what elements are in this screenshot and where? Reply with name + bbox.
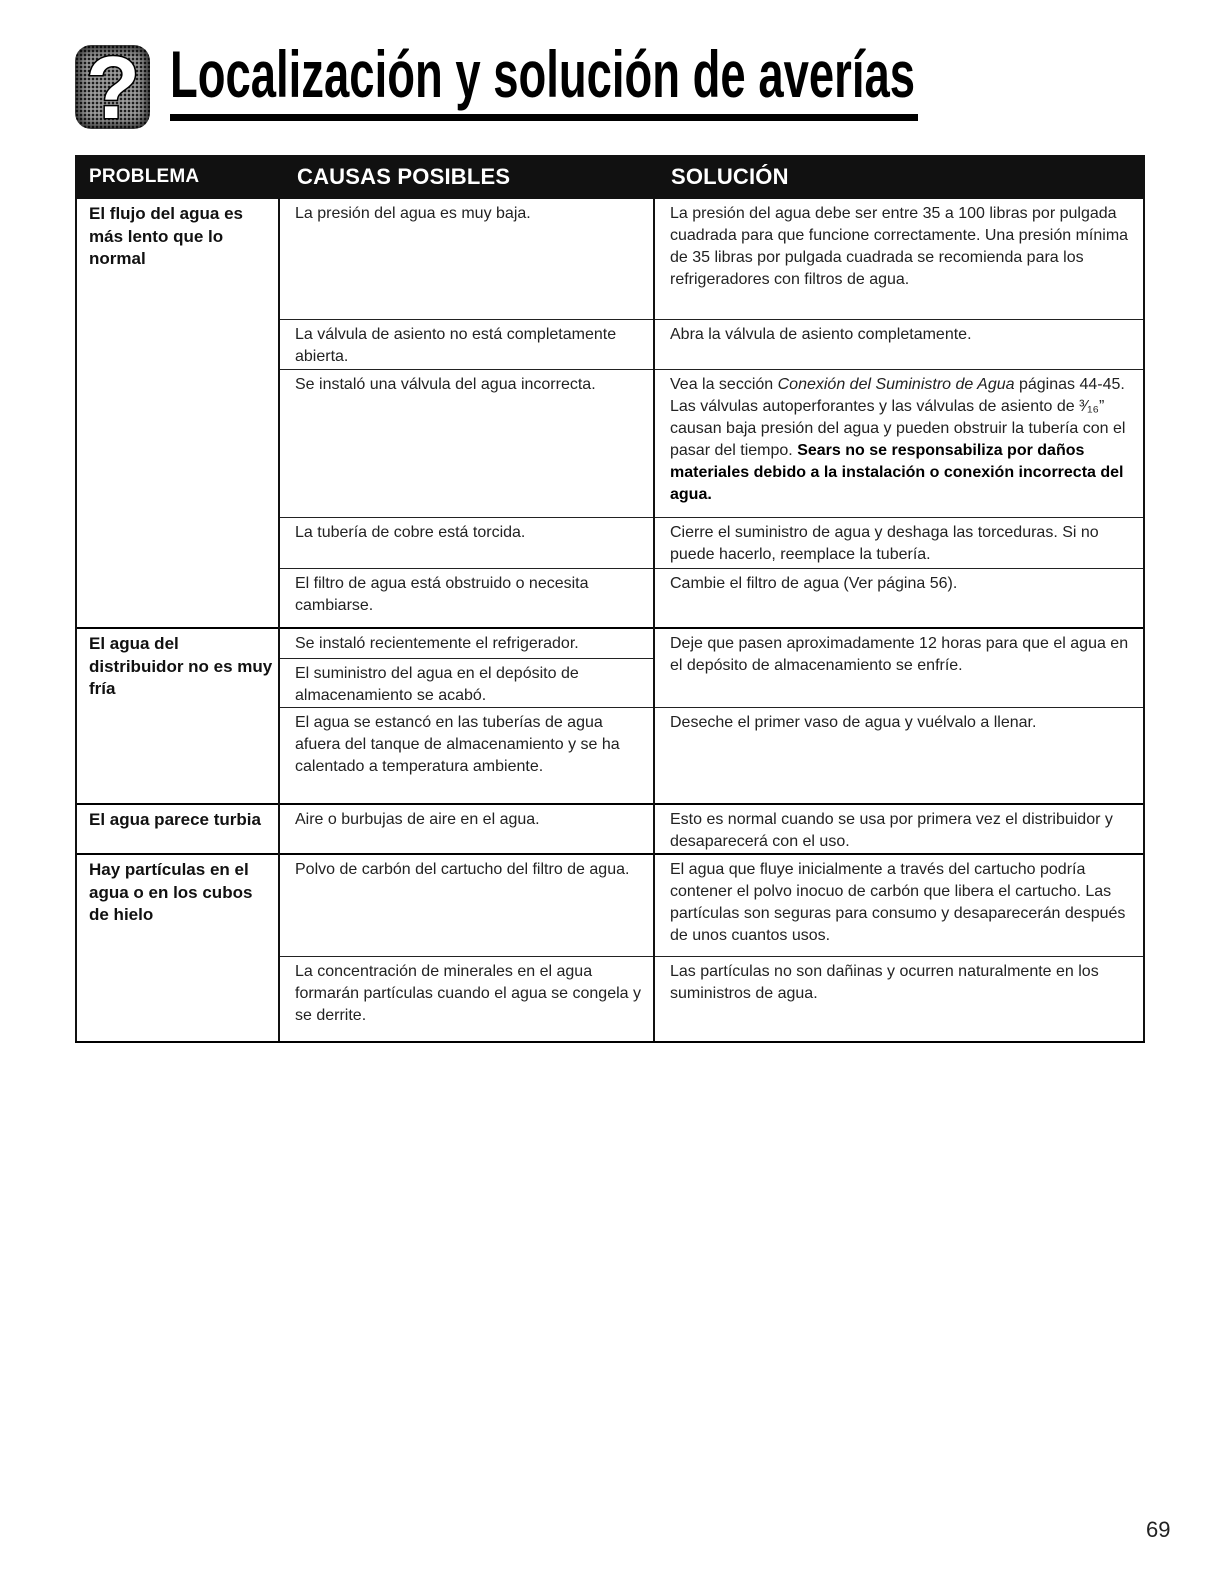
cause-cell: La válvula de asiento no está completamente abierta. [279, 319, 654, 369]
solution-cell: Las partículas no son dañinas y ocurren naturalmente en los suministros de agua. [654, 956, 1144, 1042]
question-icon [75, 38, 150, 137]
problem-cell: El flujo del agua es más lento que lo normal [76, 198, 279, 628]
solution-text: Vea la sección [670, 375, 778, 393]
page-number: 69 [1146, 1517, 1171, 1542]
table-row [76, 854, 1144, 956]
section-reference: Conexión del Suministro de Agua [777, 375, 1015, 393]
liability-notice: Sears no se responsabiliza por daños materiales debido a la instalación o conexión incorrecta del agua. [670, 441, 1124, 503]
cause-cell: La presión del agua es muy baja. [279, 198, 654, 319]
cause-cell: El filtro de agua está obstruido o necesita cambiarse. [279, 568, 654, 628]
problem-cell: El agua parece turbia [76, 804, 279, 854]
troubleshooting-table [75, 155, 1145, 1043]
solution-cell: El agua que fluye inicialmente a través del cartucho podría contener el polvo inocuo de carbón que libera el cartucho. Las partículas son seguras para consumo y desaparecerán después de unos cuantos usos. [654, 854, 1144, 956]
question-glyph: ? [86, 38, 140, 137]
solution-cell: Deseche el primer vaso de agua y vuélvalo a llenar. [654, 707, 1144, 804]
title-underline [170, 114, 918, 121]
solution-cell: Esto es normal cuando se usa por primera vez el distribuidor y desaparecerá con el uso. [654, 804, 1144, 854]
header-problema: PROBLEMA [76, 156, 279, 198]
problem-cell: El agua del distribuidor no es muy fría [76, 628, 279, 804]
header-solucion: SOLUCIÓN [654, 156, 1144, 198]
solution-text: páginas 44-45. Las válvulas autoperforantes y las válvulas de asiento de ³⁄₁₆” causan baja presión del agua y pueden obstruir la tubería con el pasar del tiempo. [670, 375, 1126, 459]
solution-cell: Abra la válvula de asiento completamente. [654, 319, 1144, 369]
cause-cell: El agua se estancó en las tuberías de agua afuera del tanque de almacenamiento y se ha calentado a temperatura ambiente. [279, 707, 654, 804]
cause-cell: Polvo de carbón del cartucho del filtro de agua. [279, 854, 654, 956]
solution-cell: Cierre el suministro de agua y deshaga las torceduras. Si no puede hacerlo, reemplace la tubería. [654, 517, 1144, 568]
solution-cell: La presión del agua debe ser entre 35 a 100 libras por pulgada cuadrada para que funcione correctamente. Una presión mínima de 35 libras por pulgada cuadrada se recomienda para los refrigeradores con filtros de agua. [654, 198, 1144, 319]
table-row [76, 804, 1144, 854]
table-row [76, 628, 1144, 658]
cause-cell: Se instaló una válvula del agua incorrecta. [279, 369, 654, 517]
header-causas-posibles: CAUSAS POSIBLES [279, 156, 654, 198]
cause-cell: El suministro del agua en el depósito de almacenamiento se acabó. [279, 658, 654, 707]
question-glyph-svg [75, 38, 150, 137]
problem-cell: Hay partículas en el agua o en los cubos de hielo [76, 854, 279, 1042]
cause-cell: La tubería de cobre está torcida. [279, 517, 654, 568]
page-title-svg [168, 30, 928, 120]
solution-cell: Cambie el filtro de agua (Ver página 56). [654, 568, 1144, 628]
solution-cell: Deje que pasen aproximadamente 12 horas para que el agua en el depósito de almacenamiento se enfríe. [654, 628, 1144, 707]
table-row [76, 198, 1144, 319]
cause-cell: La concentración de minerales en el agua formarán partículas cuando el agua se congela y se derrite. [279, 956, 654, 1042]
header-row [76, 156, 1144, 198]
cause-cell: Se instaló recientemente el refrigerador. [279, 628, 654, 658]
solution-cell [654, 369, 1144, 517]
cause-cell: Aire o burbujas de aire en el agua. [279, 804, 654, 854]
page-title: Localización y solución de averías [170, 37, 915, 111]
